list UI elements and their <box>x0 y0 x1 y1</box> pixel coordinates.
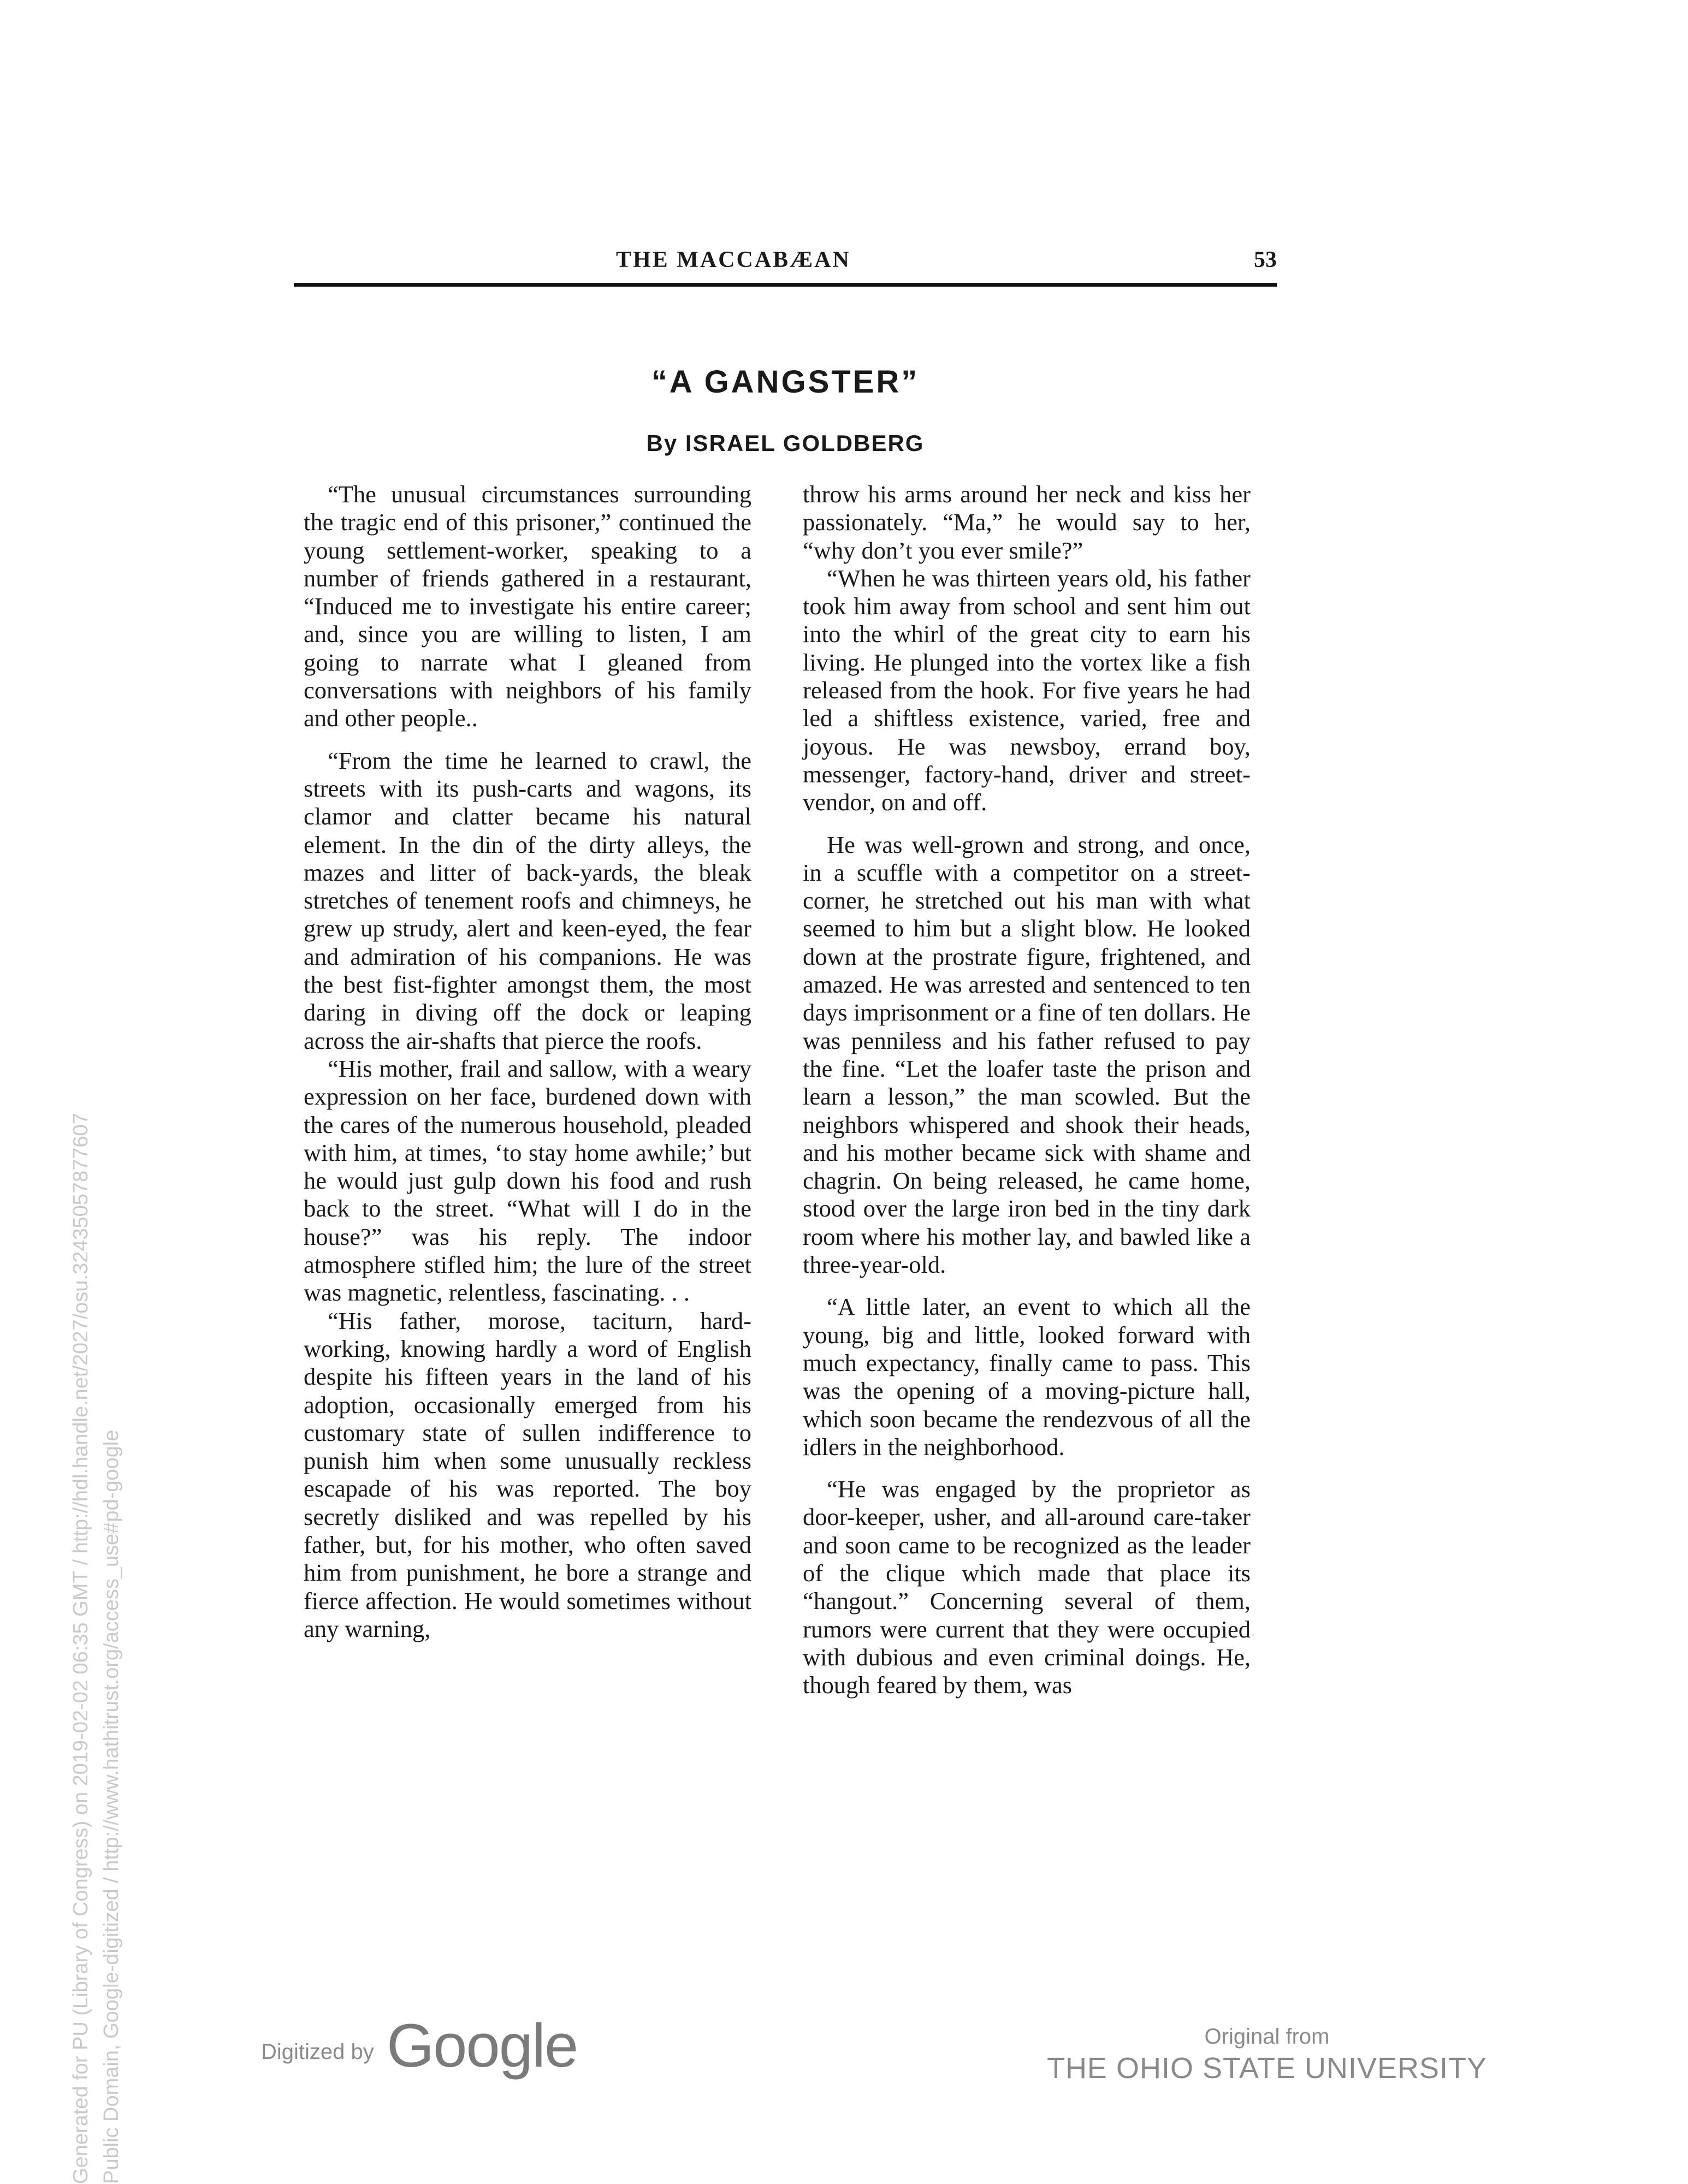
paragraph: “From the time he learned to crawl, the streets with its push-carts and wagons, its clamor and clatter became his natural element. In the din of the dirty alleys, the mazes and litter of back-yards, the bleak stretches of tenement roofs and chimneys, he grew up strudy, alert and keen-eyed, the fear and admiration of his companions. He was the best fist-fighter amongst them, the most daring in diving off the dock or leaping across the air-shafts that pierce the roofs. <box>304 746 751 1054</box>
running-header <box>294 247 1277 280</box>
text-column-right <box>803 480 1251 1699</box>
paragraph: He was well-grown and strong, and once, in a scuffle with a competitor on a street-corner, he stretched out his man with what seemed to him but a slight blow. He looked down at the prostrate figure, frightened, and amazed. He was arrested and sentenced to ten days imprisonment or a fine of ten dollars. He was penniless and his father refused to pay the fine. “Let the loafer taste the prison and learn a lesson,” the man scowled. But the neighbors whispered and shook their heads, and his mother became sick with shame and chagrin. On being released, he came home, stood over the large iron bed in the tiny dark room where his mother lay, and bawled like a three-year-old. <box>803 830 1251 1279</box>
paragraph: “A little later, an event to which all the young, big and little, looked forward with much expectancy, finally came to pass. This was the opening of a moving-picture hall, which soon became the rendezvous of all the idlers in the neighborhood. <box>803 1293 1251 1461</box>
text-column-left <box>304 480 751 1643</box>
paragraph: “His mother, frail and sallow, with a weary expression on her face, burdened down with the cares of the numerous household, pleaded with him, at times, ‘to stay home awhile;’ but he would just gulp down his food and rush back to the street. “What will I do in the house?” was his reply. The indoor atmosphere stifled him; the lure of the street was magnetic, relentless, fascinating. . . <box>304 1054 751 1307</box>
watermark-line-1: Generated for PU (Library of Congress) on 2019-02-02 06:35 GMT / http://hdl.handle.net/2027/osu.32435057877607 <box>69 1113 92 2184</box>
journal-title: THE MACCABÆAN <box>616 247 851 272</box>
paragraph: throw his arms around her neck and kiss her passionately. “Ma,” he would say to her, “why don’t you ever smile?” <box>803 480 1251 564</box>
paragraph: “His father, morose, taciturn, hard-working, knowing hardly a word of English despite his fifteen years in the land of his adoption, occasionally emerged from his customary state of sullen indifference to punish him when some unusually reckless escapade of his was reported. The boy secretly disliked and was repelled by his father, but, for his mother, who often saved him from punishment, he bore a strange and fierce affection. He would sometimes without any warning, <box>304 1307 751 1642</box>
google-logo: Google <box>387 2011 578 2080</box>
hathitrust-watermark <box>66 786 127 2184</box>
page-number: 53 <box>1254 247 1277 272</box>
university-name: THE OHIO STATE UNIVERSITY <box>1046 2052 1488 2085</box>
header-rule <box>294 283 1277 287</box>
original-from-label: Original from <box>1204 2025 1330 2049</box>
original-from-notice <box>1038 2023 1496 2086</box>
article-title: “A GANGSTER” <box>651 364 920 400</box>
paragraph: “The unusual circumstances surrounding the tragic end of this prisoner,” continued the young settlement-worker, speaking to a number of friends gathered in a restaurant, “Induced me to investigate his entire career; and, since you are willing to listen, I am going to narrate what I gleaned from conversations with neighbors of his family and other people.. <box>304 480 751 732</box>
paragraph: “When he was thirteen years old, his father took him away from school and sent him out into the whirl of the great city to earn his living. He plunged into the vortex like a fish released from the hook. For five years he had led a shiftless existence, varied, free and joyous. He was newsboy, errand boy, messenger, factory-hand, driver and street-vendor, on and off. <box>803 564 1251 816</box>
watermark-line-2: Public Domain, Google-digitized / http://www.hathitrust.org/access_use#pd-google <box>100 1429 123 2184</box>
article-byline: By ISRAEL GOLDBERG <box>646 430 925 456</box>
digitized-by-label: Digitized by <box>261 2040 374 2064</box>
paragraph: “He was engaged by the proprietor as door-keeper, usher, and all-around care-taker and soon came to be recognized as the leader of the clique which made that place its “hangout.” Concerning several of them, rumors were current that they were occupied with dubious and even criminal doings. He, though feared by them, was <box>803 1475 1251 1699</box>
